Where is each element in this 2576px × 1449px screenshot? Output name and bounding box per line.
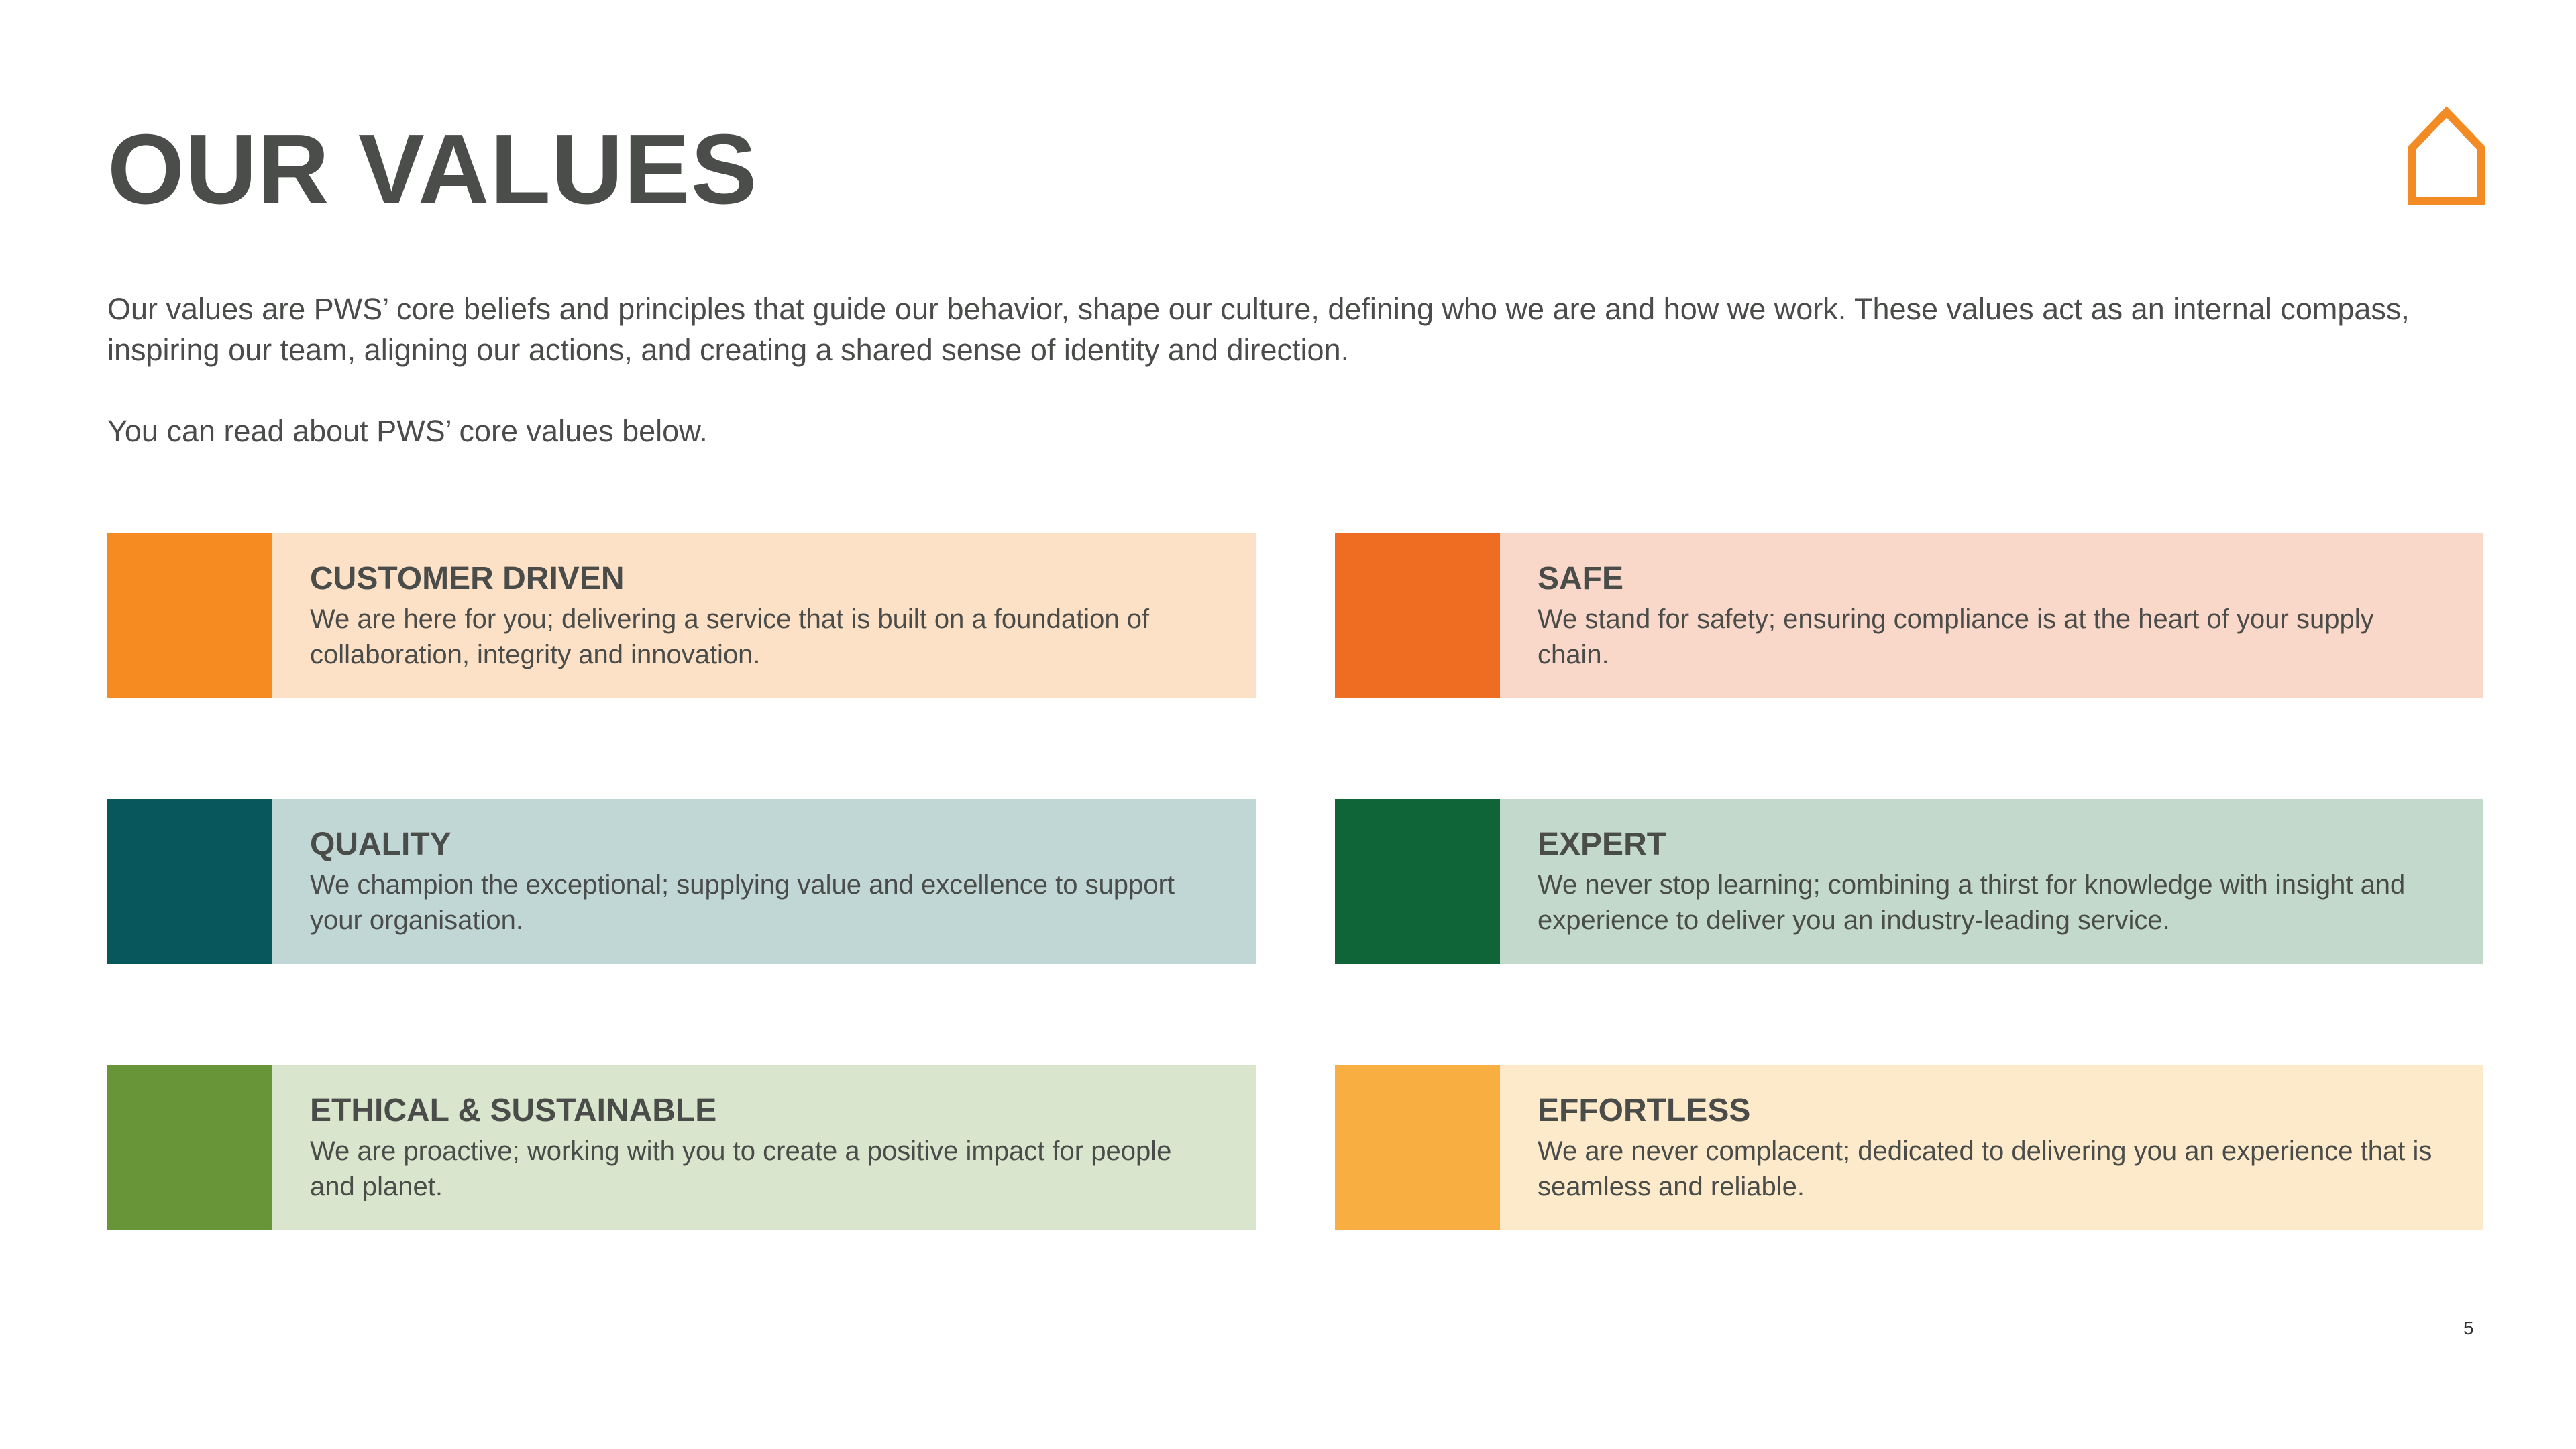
value-card-effortless (1335, 1065, 2483, 1230)
value-description: We are here for you; delivering a service that is built on a foundation of collaboration, integrity and innovation. (310, 604, 1150, 669)
page-number: 5 (2463, 1318, 2474, 1338)
house-outline-icon (2407, 106, 2486, 207)
value-card-body (272, 799, 1256, 964)
value-card-body (272, 533, 1256, 698)
page-title: OUR VALUES (107, 114, 758, 225)
value-description: We never stop learning; combining a thirst for knowledge with insight and experience to deliver you an industry-leading service. (1538, 870, 2406, 935)
value-description: We are proactive; working with you to create a positive impact for people and planet. (310, 1136, 1172, 1201)
value-card-ethical-sustainable (107, 1065, 1256, 1230)
value-card-safe (1335, 533, 2483, 698)
value-color-swatch (107, 799, 272, 964)
value-color-swatch (1335, 1065, 1500, 1230)
value-card-body (1500, 799, 2483, 964)
value-card-body (1500, 1065, 2483, 1230)
value-color-swatch (1335, 799, 1500, 964)
value-title: CUSTOMER DRIVEN (310, 561, 625, 596)
intro-text (107, 288, 2496, 451)
intro-paragraph: Our values are PWS’ core beliefs and principles that guide our behavior, shape our culture, defining who we are and how we work. These values act as an internal compass, inspiring our team, aligning our actions, and creating a shared sense of identity and direction. (107, 292, 2410, 367)
value-card-body (272, 1065, 1256, 1230)
value-title: EXPERT (1538, 826, 1667, 862)
value-card-expert (1335, 799, 2483, 964)
value-card-quality (107, 799, 1256, 964)
value-title: EFFORTLESS (1538, 1093, 1751, 1128)
value-description: We stand for safety; ensuring compliance is at the heart of your supply chain. (1538, 604, 2374, 669)
value-color-swatch (1335, 533, 1500, 698)
value-title: SAFE (1538, 561, 1624, 596)
value-card-customer-driven (107, 533, 1256, 698)
intro-paragraph-secondary: You can read about PWS’ core values below. (107, 414, 708, 448)
value-description: We champion the exceptional; supplying value and excellence to support your organisation. (310, 870, 1175, 935)
value-description: We are never complacent; dedicated to delivering you an experience that is seamless and reliable. (1538, 1136, 2432, 1201)
value-color-swatch (107, 533, 272, 698)
value-title: QUALITY (310, 826, 451, 862)
value-title: ETHICAL & SUSTAINABLE (310, 1093, 717, 1128)
value-card-body (1500, 533, 2483, 698)
value-color-swatch (107, 1065, 272, 1230)
